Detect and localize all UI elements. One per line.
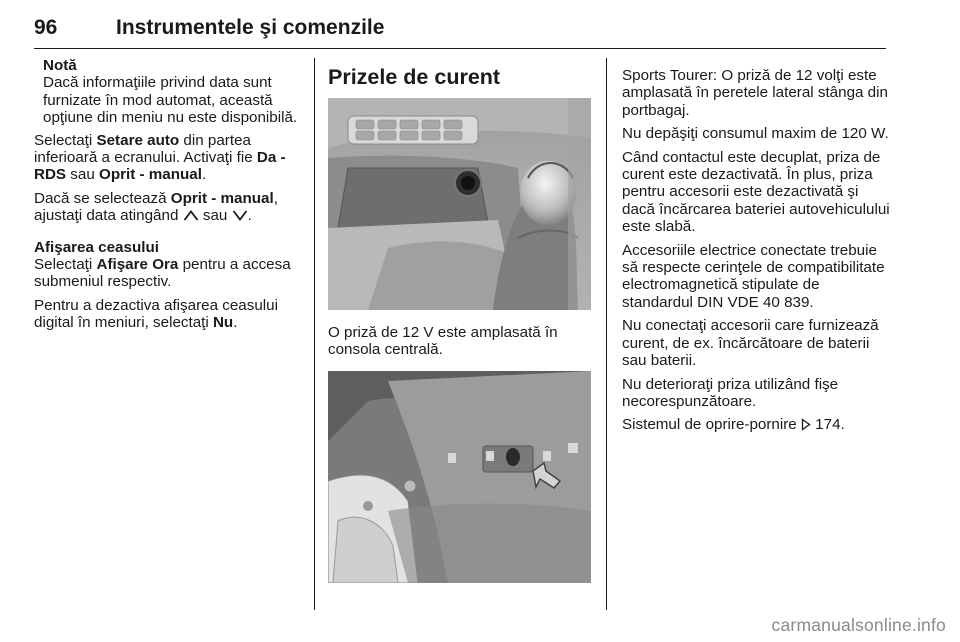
page-header	[34, 12, 886, 52]
note-box	[34, 57, 306, 127]
note-text: Dacă informaţiile privind data sunt furnizate în mod automat, această opţiune din meniu nu este disponibilă.	[43, 74, 298, 127]
clock-heading: Afişarea ceasului	[34, 238, 159, 256]
paragraph-afisare-ora	[34, 256, 306, 291]
text: Dacă se selectează	[34, 189, 171, 207]
text: Sistemul de oprire-pornire	[622, 416, 801, 434]
chapter-title: Instrumentele şi comenzile	[116, 16, 385, 39]
paragraph-no-damage: Nu deterioraţi priza utilizând fişe necorespunzătoare.	[622, 375, 839, 410]
text: .	[247, 207, 252, 225]
chevron-up-icon	[183, 209, 199, 226]
text: sau	[198, 207, 232, 225]
paragraph-max-consumption: Nu depăşiţi consumul maxim de 120 W.	[622, 125, 889, 143]
text: sau	[66, 166, 100, 184]
section-title: Prizele de curent	[328, 65, 501, 89]
paragraph-setare-auto	[34, 132, 306, 184]
middle-column	[328, 64, 592, 583]
paragraph-stop-start	[622, 416, 890, 435]
text: pentru a accesa submeniul respectiv.	[34, 256, 291, 291]
chevron-down-icon	[232, 209, 248, 226]
menu-term: Oprit - manual	[170, 189, 274, 207]
watermark: carmanualsonline.info	[771, 615, 946, 635]
text: .	[233, 314, 238, 332]
right-column	[622, 67, 890, 442]
paragraph-no-charging: Nu conectaţi accesorii care furnizează curent, de ex. încărcătoare de baterii sau baterii.	[622, 317, 879, 370]
page-reference[interactable]: 174.	[810, 416, 845, 434]
text: Pentru a dezactiva afişarea ceasului digital în meniuri, selectaţi	[34, 296, 278, 332]
console-socket-image	[328, 98, 591, 310]
menu-term: Nu	[212, 314, 234, 332]
header-rule	[34, 48, 886, 49]
text: , ajustaţi data atingând	[34, 189, 278, 225]
paragraph-dezactivare	[34, 297, 306, 332]
text: Selectaţi	[34, 131, 97, 149]
trunk-socket-image	[328, 371, 591, 583]
left-column	[34, 57, 306, 338]
paragraph-ignition-off: Când contactul este decuplat, priza de curent este dezactivată. În plus, priza pentru accesorii este dezactivată şi dacă încărcarea bateriei autovehiculului este slabă.	[622, 148, 890, 236]
paragraph-emc: Accesoriile electrice conectate trebuie să respecte cerinţele de compatibilitate electromagnetică stipulate de standardul DIN VDE 40 839.	[622, 241, 885, 311]
text: din partea inferioară a ecranului. Activaţi fie	[34, 131, 257, 167]
menu-term: Da - RDS	[34, 149, 286, 184]
text: Selectaţi	[34, 256, 97, 274]
note-title: Notă	[43, 57, 77, 74]
paragraph-oprit-manual	[34, 190, 306, 227]
menu-term: Oprit - manual	[99, 166, 202, 184]
paragraph-sports-tourer: Sports Tourer: O priză de 12 volţi este amplasată în peretele lateral stânga din portbagaj.	[622, 67, 888, 119]
page-reference-icon	[801, 418, 811, 435]
menu-term: Afişare Ora	[96, 256, 179, 274]
column-divider-left	[314, 58, 315, 610]
menu-term: Setare auto	[96, 131, 180, 149]
page-number: 96	[34, 16, 58, 39]
image-caption: O priză de 12 V este amplasată în consola centrală.	[328, 324, 558, 359]
text: .	[201, 166, 207, 184]
column-divider-right	[606, 58, 607, 610]
